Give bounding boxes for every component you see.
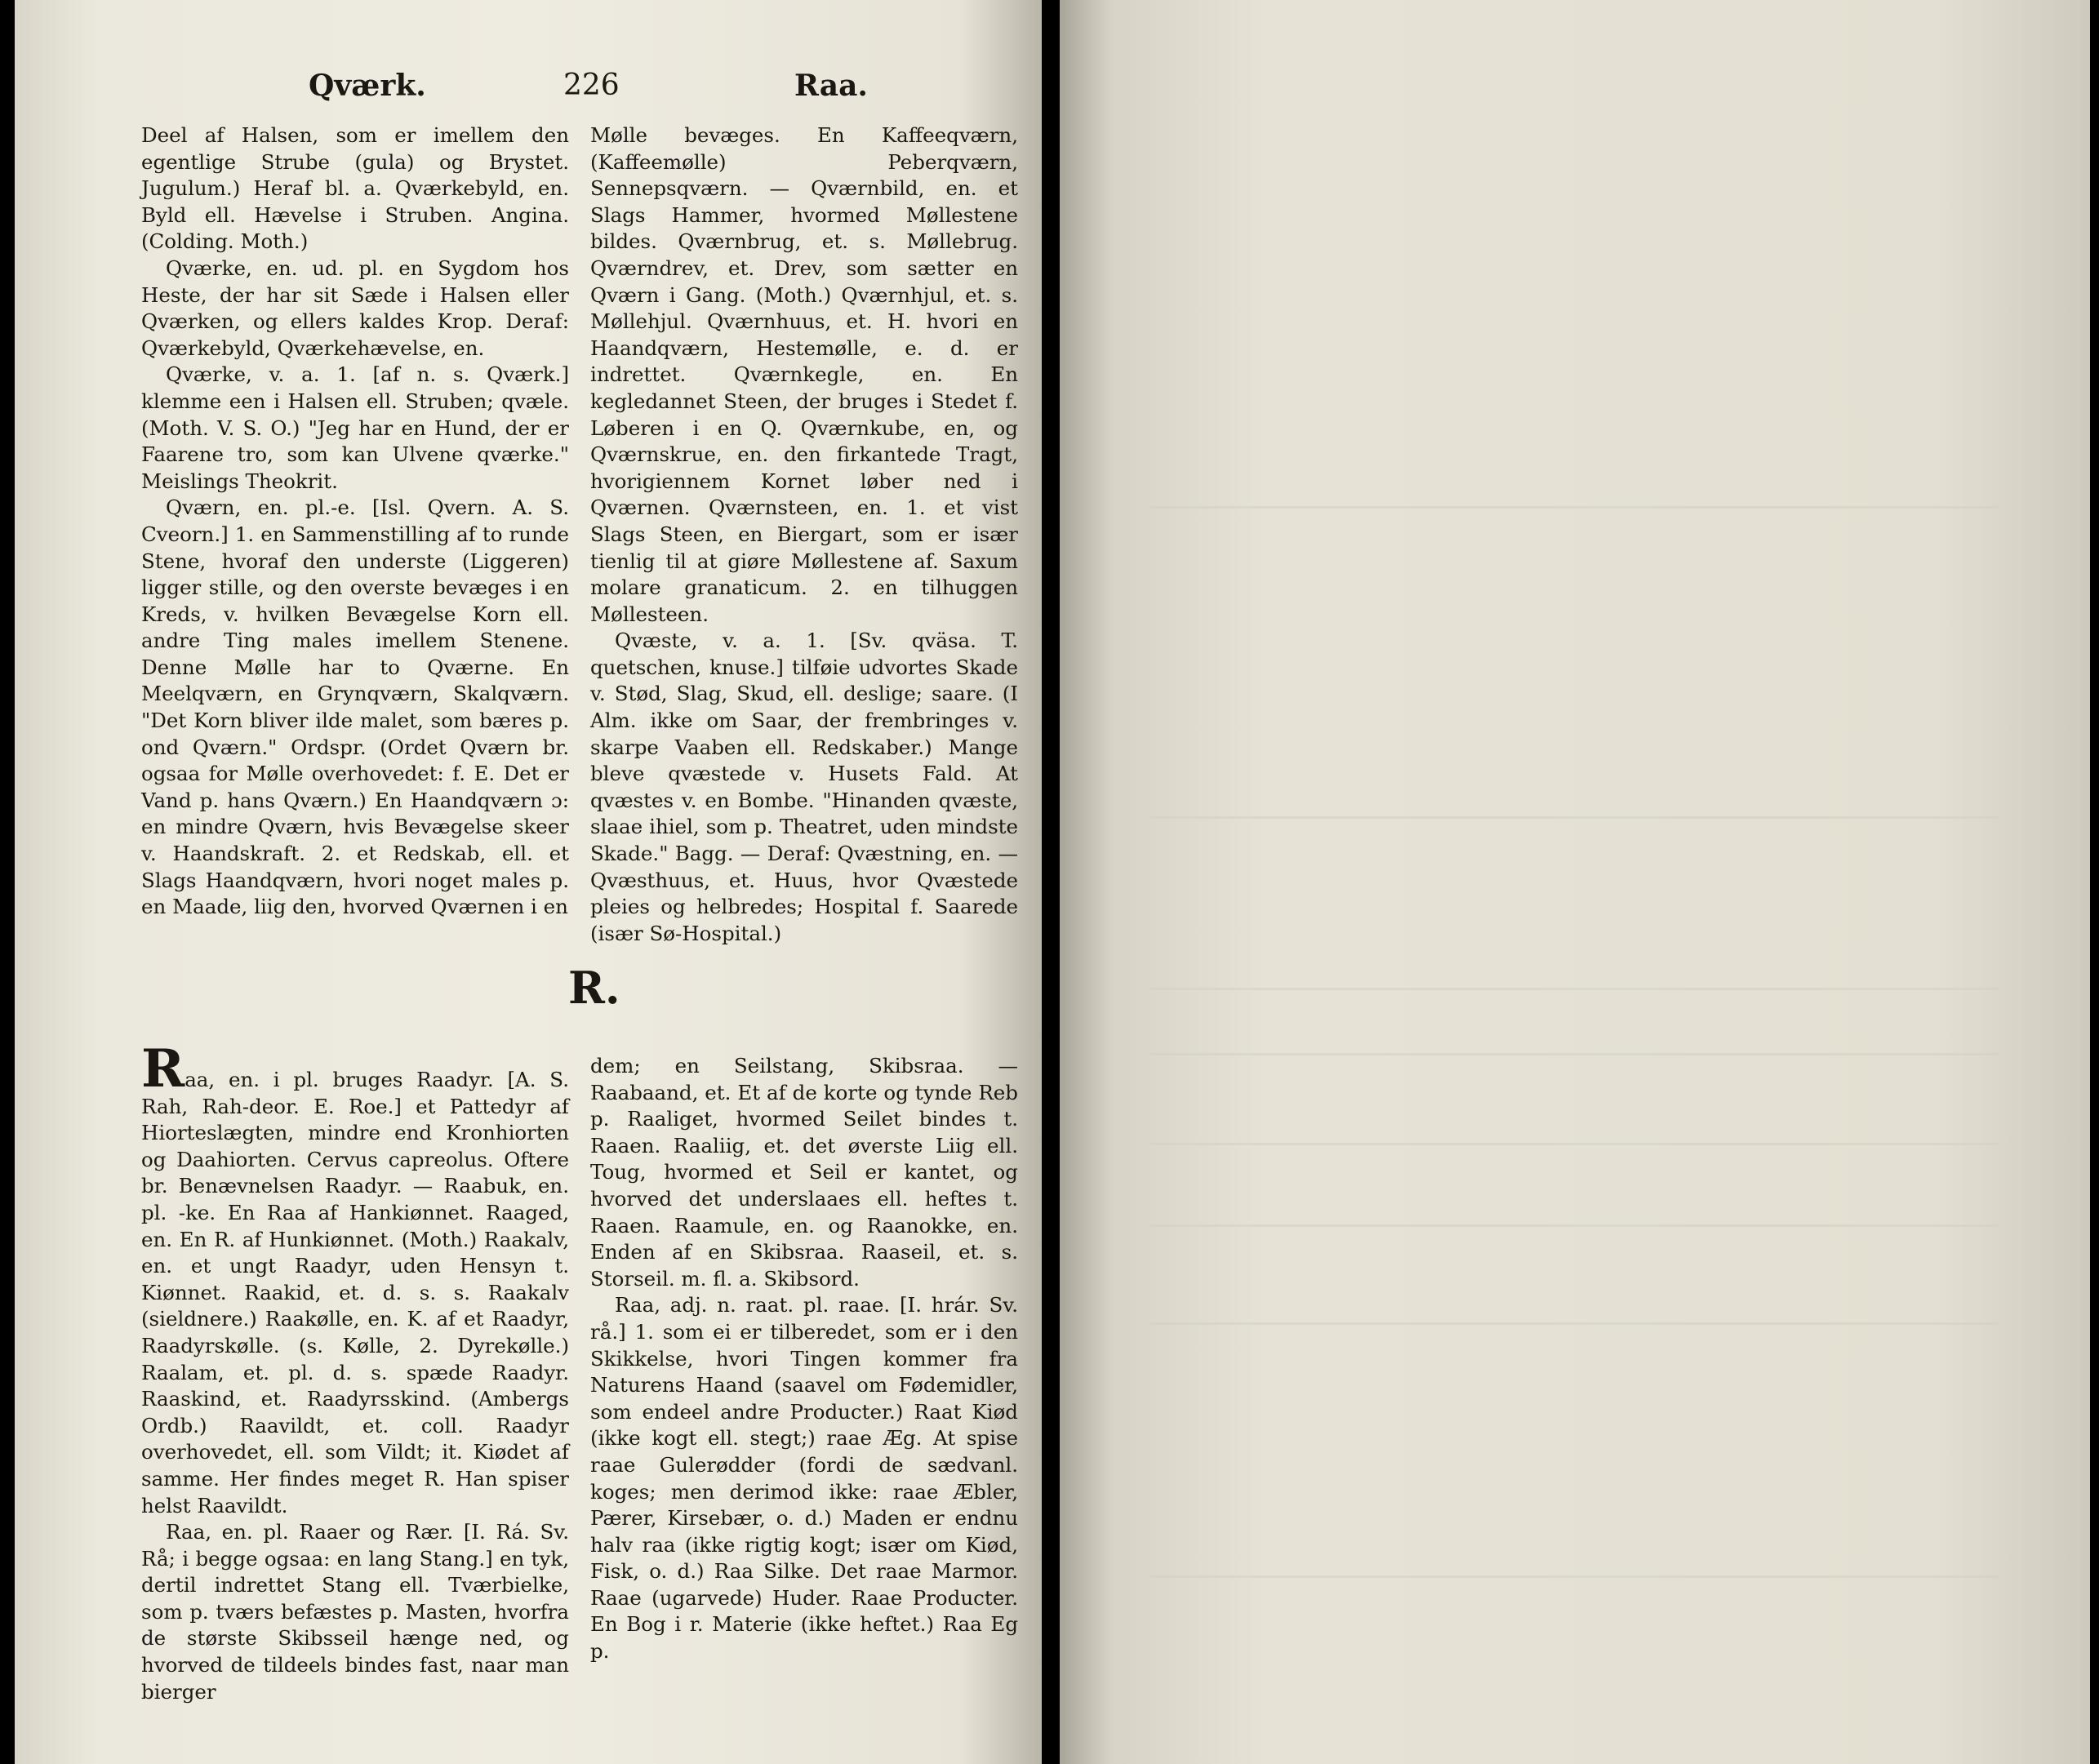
show-through-line bbox=[1150, 1143, 1999, 1145]
show-through-line bbox=[1150, 1575, 1999, 1578]
column-bottom-left bbox=[141, 1038, 569, 1705]
show-through-line bbox=[1150, 1053, 1999, 1055]
entry-paragraph: Deel af Halsen, som er imellem den egentlige Strube (gula) og Brystet. Jugulum.) Heraf bl. a. Qværkebyld, en. Byld ell. Hævelse i Struben. Angina. (Colding. Moth.) bbox=[141, 123, 569, 254]
column-bottom-right bbox=[590, 1053, 1018, 1665]
entry-text: aa, en. i pl. bruges Raadyr. [A. S. Rah, Rah-deor. E. Roe.] et Pattedyr af Hiorteslægten, mindre end Kronhiorten og Daahiorten. Cervus capreolus. Oftere br. Benævnelsen Raadyr. — Raabuk, en. pl. -ke. En Raa af Hankiønnet. Raaged, en. En R. af Hunkiønnet. (Moth.) Raakalv, en. et ungt Raadyr, uden Hensyn t. Kiønnet. Raakid, et. d. s. s. Raakalv (sieldnere.) Raakølle, en. K. af et Raadyr, Raadyrskølle. (s. Kølle, 2. Dyrekølle.) Raalam, et. pl. d. s. spæde Raadyr. Raaskind, et. Raadyrsskind. (Ambergs Ordb.) Raavildt, et. coll. Raadyr overhovedet, ell. som Vildt; it. Kiødet af samme. Her findes meget R. Han spiser helst Raavildt. bbox=[141, 1068, 569, 1517]
running-head-left: Qværk. bbox=[309, 69, 426, 103]
page-number: 226 bbox=[563, 69, 620, 102]
entry-paragraph: Qværke, en. ud. pl. en Sygdom hos Heste, der har sit Sæde i Halsen eller Qværken, og ellers kaldes Krop. Deraf: Qværkebyld, Qværkehævelse, en. bbox=[141, 255, 569, 360]
entry-paragraph bbox=[141, 1038, 569, 1519]
section-letter: R. bbox=[568, 962, 620, 1014]
entry-paragraph: Qværke, v. a. 1. [af n. s. Qværk.] klemme een i Halsen ell. Struben; qvæle. (Moth. V. S. O.) "Jeg har en Hund, der er Faarene tro, som kan Ulvene qværke." Meislings Theokrit. bbox=[141, 362, 569, 493]
column-top-left bbox=[141, 122, 569, 921]
show-through-line bbox=[1150, 506, 1999, 509]
entry-paragraph: Qværn, en. pl.-e. [Isl. Qvern. A. S. Cveorn.] 1. en Sammenstilling af to runde Stene, hvoraf den underste (Liggeren) ligger stille, og den overste bevæges i en Kreds, v. hvilken Bevægelse Korn ell. andre Ting males imellem Stenene. Denne Mølle har to Qværne. En Meelqværn, en Grynqværn, Skalqværn. "Det Korn bliver ilde malet, som bæres p. ond Qværn." Ordspr. (Ordet Qværn br. ogsaa for Mølle overhovedet: f. E. Det er Vand p. hans Qværn.) En Haandqværn ɔ: en mindre Qværn, hvis Bevægelse skeer v. Haandskraft. 2. et Redskab, ell. et Slags Haandqværn, hvori noget males p. en Maade, liig den, hvorved Qværnen i en bbox=[141, 495, 569, 919]
drop-cap: R bbox=[141, 1038, 185, 1100]
entry-paragraph: Raa, adj. n. raat. pl. raae. [I. hrár. Sv. rå.] 1. som ei er tilberedet, som er i den Skikkelse, hvori Tingen kommer fra Naturens Haand (saavel om Fødemidler, som endeel andre Producter.) Raat Kiød (ikke kogt ell. stegt;) raae Æg. At spise raae Gulerødder (fordi de sædvanl. koges; men derimod ikke: raae Æbler, Pærer, Kirsebær, o. d.) Maden er endnu halv raa (ikke rigtig kogt; især om Kiød, Fisk, o. d.) Raa Silke. Det raae Marmor. Raae (ugarvede) Huder. Raae Producter. En Bog i r. Materie (ikke heftet.) Raa Eg p. bbox=[590, 1293, 1018, 1664]
right-page-blank bbox=[1060, 0, 2090, 1764]
running-head bbox=[15, 69, 1042, 118]
column-top-right bbox=[590, 122, 1018, 947]
entry-paragraph: Qvæste, v. a. 1. [Sv. qväsa. T. quetschen, knuse.] tilføie udvortes Skade v. Stød, Slag, Skud, ell. deslige; saare. (I Alm. ikke om Saar, der frembringes v. skarpe Vaaben ell. Redskaber.) Mange bleve qvæstede v. Husets Fald. At qvæstes v. en Bombe. "Hinanden qvæste, slaae ihiel, som p. Theatret, uden mindste Skade." Bagg. — Deraf: Qvæstning, en. — Qvæsthuus, et. Huus, hvor Qvæstede pleies og helbredes; Hospital f. Saarede (især Sø-Hospital.) bbox=[590, 629, 1018, 945]
entry-paragraph: dem; en Seilstang, Skibsraa. — Raabaand, et. Et af de korte og tynde Reb p. Raaliget, hvormed Seilet bindes t. Raaen. Raaliig, et. det øverste Liig ell. Toug, hvormed et Seil er kantet, og hvorved det underslaaes ell. heftes t. Raaen. Raamule, en. og Raanokke, en. Enden af en Skibsraa. Raaseil, et. s. Storseil. m. fl. a. Skibsord. bbox=[590, 1054, 1018, 1291]
show-through-line bbox=[1150, 988, 1999, 990]
running-head-right: Raa. bbox=[794, 69, 868, 103]
show-through-line bbox=[1150, 1322, 1999, 1325]
entry-paragraph: Mølle bevæges. En Kaffeeqværn, (Kaffeemølle) Peberqværn, Sennepsqværn. — Qværnbild, en. et Slags Hammer, hvormed Møllestene bildes. Qværnbrug, et. s. Møllebrug. Qværndrev, et. Drev, som sætter en Qværn i Gang. (Moth.) Qværnhjul, et. s. Møllehjul. Qværnhuus, et. H. hvori en Haandqværn, Hestemølle, e. d. er indrettet. Qværnkegle, en. En kegledannet Steen, der bruges i Stedet f. Løberen i en Q. Qværnkube, en, og Qværnskrue, en. den firkantede Tragt, hvorigiennem Kornet løber ned i Qværnen. Qværnsteen, en. 1. et vist Slags Steen, en Biergart, som er især tienlig til at giøre Møllestene af. Saxum molare granaticum. 2. en tilhuggen Møllesteen. bbox=[590, 123, 1018, 626]
show-through-line bbox=[1150, 816, 1999, 819]
show-through-line bbox=[1150, 1224, 1999, 1227]
entry-paragraph: Raa, en. pl. Raaer og Rær. [I. Rá. Sv. Rå; i begge ogsaa: en lang Stang.] en tyk, dertil indrettet Stang ell. Tværbielke, som p. tværs befæstes p. Masten, hvorfra de største Skibsseil hænge ned, og hvorved de tildeels bindes fast, naar man bierger bbox=[141, 1520, 569, 1704]
left-page bbox=[15, 0, 1042, 1764]
